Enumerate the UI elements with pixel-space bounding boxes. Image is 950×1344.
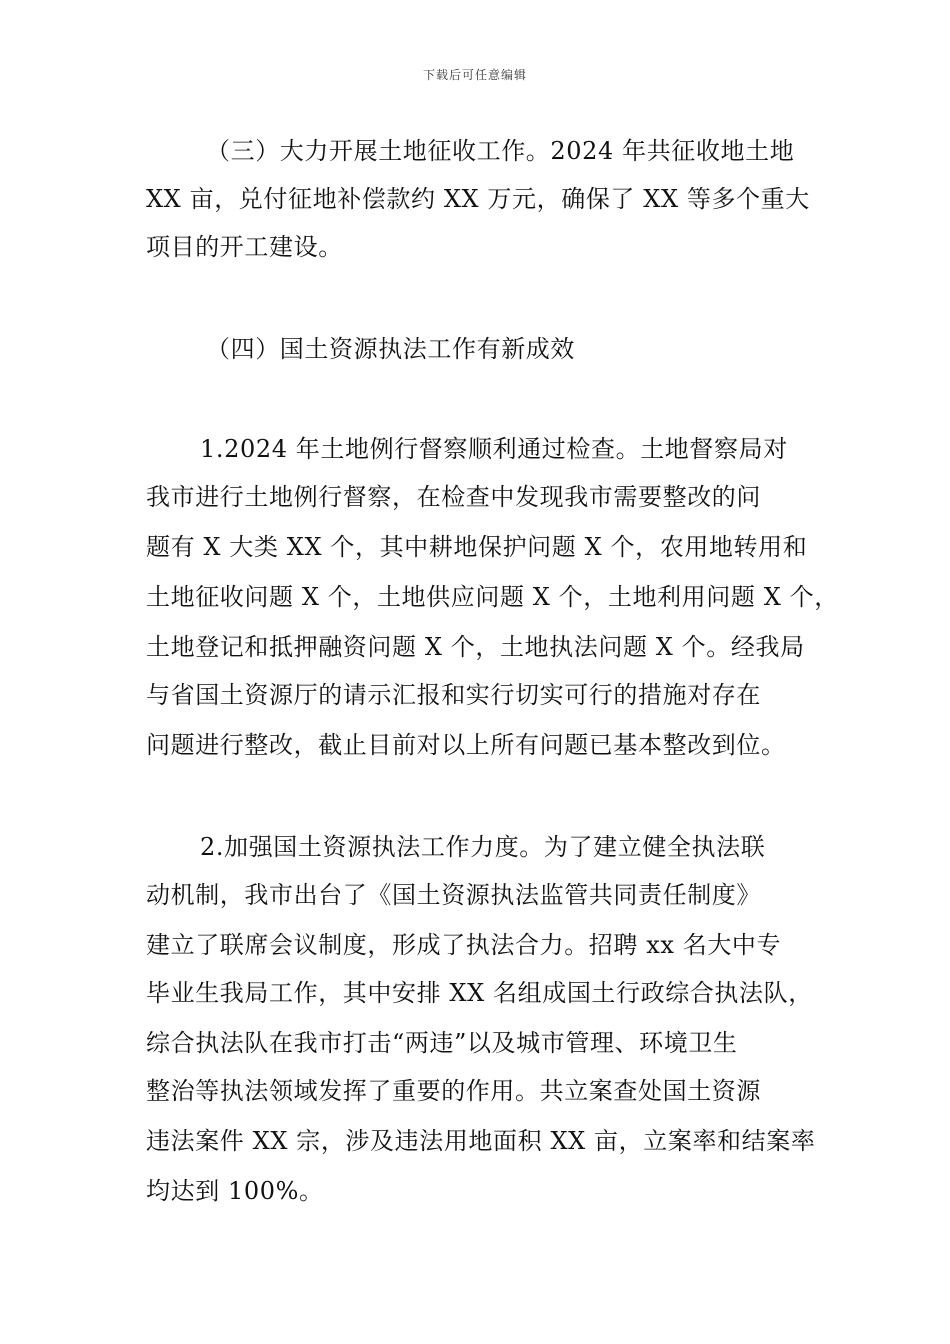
paragraph-line: 均达到 100%。 xyxy=(146,1177,324,1205)
paragraph-line: 土地征收问题 X 个，土地供应问题 X 个，土地利用问题 X 个， xyxy=(146,583,839,611)
paragraph-line: 2.加强国土资源执法工作力度。为了建立健全执法联 xyxy=(200,833,766,861)
paragraph-line: 动机制，我市出台了《国土资源执法监管共同责任制度》 xyxy=(146,881,761,909)
header-note: 下载后可任意编辑 xyxy=(422,68,527,82)
paragraph-line: （三）大力开展土地征收工作。2024 年共征收地土地 xyxy=(206,137,795,165)
paragraph-line: 毕业生我局工作，其中安排 XX 名组成国土行政综合执法队， xyxy=(146,979,813,1007)
paragraph-line: 项目的开工建设。 xyxy=(146,233,343,261)
paragraph-line: 与省国土资源厅的请示汇报和实行切实可行的措施对存在 xyxy=(146,681,761,709)
paragraph-line: 整治等执法领域发挥了重要的作用。共立案查处国土资源 xyxy=(146,1077,761,1105)
section-heading: （四）国土资源执法工作有新成效 xyxy=(206,335,575,363)
paragraph-line: 题有 X 大类 XX 个，其中耕地保护问题 X 个，农用地转用和 xyxy=(146,533,808,561)
paragraph-line: 建立了联席会议制度，形成了执法合力。招聘 xx 名大中专 xyxy=(146,931,782,959)
paragraph-line: 违法案件 XX 宗，涉及违法用地面积 XX 亩，立案率和结案率 xyxy=(146,1127,816,1155)
paragraph-line: XX 亩，兑付征地补偿款约 XX 万元，确保了 XX 等多个重大 xyxy=(146,185,810,213)
paragraph-line: 1.2024 年土地例行督察顺利通过检查。土地督察局对 xyxy=(200,435,788,463)
paragraph-line: 问题进行整改，截止目前对以上所有问题已基本整改到位。 xyxy=(146,731,786,759)
paragraph-line: 综合执法队在我市打击“两违”以及城市管理、环境卫生 xyxy=(146,1029,738,1057)
paragraph-line: 土地登记和抵押融资问题 X 个，土地执法问题 X 个。经我局 xyxy=(146,633,805,661)
paragraph-line: 我市进行土地例行督察，在检查中发现我市需要整改的问 xyxy=(146,483,761,511)
